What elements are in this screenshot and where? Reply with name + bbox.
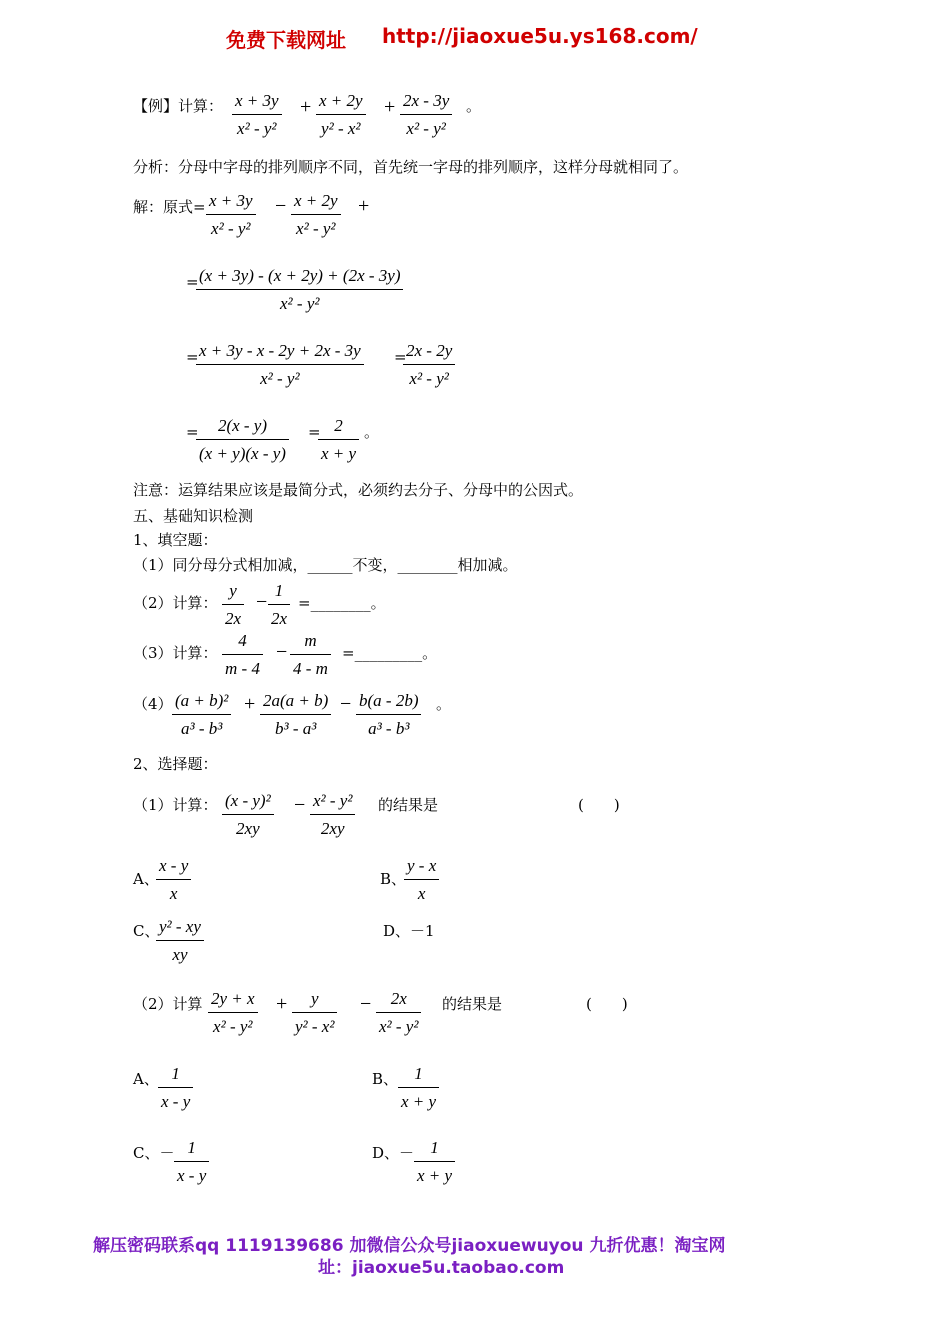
minus-sign: − — [294, 794, 306, 816]
example-fraction-1 — [232, 90, 282, 140]
denominator: x + y — [417, 1166, 453, 1185]
plus-sign: + — [300, 96, 312, 118]
q1-title: 1、填空题： — [133, 531, 218, 549]
numerator: x - y — [156, 855, 191, 880]
solution-step-3b — [403, 340, 455, 390]
option-c-label: C、－ — [133, 1144, 175, 1162]
numerator: y — [222, 580, 244, 605]
q2-item-1-fraction-1 — [222, 790, 274, 840]
numerator: x + 2y — [291, 190, 341, 215]
example-label: 【例】计算： — [133, 97, 224, 115]
q1-item-2-label: （2）计算： — [133, 594, 218, 612]
numerator: x + 3y — [232, 90, 282, 115]
minus-sign: − — [360, 993, 372, 1015]
q1-item-2-answer-blank: =________。 — [298, 594, 386, 612]
denominator: x — [169, 884, 178, 903]
numerator: x + 2y — [316, 90, 366, 115]
minus-sign: − — [256, 591, 268, 613]
option-c-label: C、 — [133, 922, 160, 940]
q2-item-2-fraction-2 — [292, 988, 337, 1038]
denominator: x — [417, 884, 426, 903]
solution-label: 解：原式= — [133, 198, 206, 216]
answer-bracket: ( ) — [586, 995, 628, 1013]
option-a-fraction — [156, 855, 191, 905]
denominator: x - y — [161, 1092, 191, 1111]
numerator: 1 — [414, 1137, 455, 1162]
denominator: a³ - b³ — [181, 719, 223, 738]
option-d-fraction — [414, 1137, 455, 1187]
q2-item-1-tail: 的结果是 — [378, 796, 439, 814]
numerator: b(a - 2b) — [356, 690, 421, 715]
denominator: x² - y² — [213, 1017, 253, 1036]
denominator: a³ - b³ — [368, 719, 410, 738]
option-b-fraction — [404, 855, 439, 905]
q2-item-1-label: （1）计算： — [133, 796, 218, 814]
numerator: y - x — [404, 855, 439, 880]
equals-sign: = — [186, 273, 199, 291]
numerator: y — [292, 988, 337, 1013]
denominator: y² - x² — [321, 119, 361, 138]
footer-line-1: 解压密码联系qq 1119139686 加微信公众号jiaoxuewuyou 九折优惠！淘宝网 — [93, 1236, 726, 1256]
q1-item-3-fraction-2 — [290, 630, 331, 680]
option-c-fraction — [174, 1137, 209, 1187]
numerator: x + 3y — [206, 190, 256, 215]
q1-item-4-label: （4） — [133, 695, 173, 713]
numerator: 2(x - y) — [196, 415, 289, 440]
numerator: (x + 3y) - (x + 2y) + (2x - 3y) — [196, 265, 403, 290]
denominator: 2xy — [236, 819, 260, 838]
denominator: 2x — [271, 609, 288, 628]
q1-item-4-fraction-2 — [260, 690, 331, 740]
numerator: 2a(a + b) — [260, 690, 331, 715]
q2-item-2-fraction-3 — [376, 988, 421, 1038]
solution-fraction-1b — [291, 190, 341, 240]
footer-line-2[interactable]: 址：jiaoxue5u.taobao.com — [318, 1258, 565, 1278]
denominator: 2xy — [320, 819, 345, 838]
numerator: 2 — [318, 415, 359, 440]
denominator: x - y — [177, 1166, 207, 1185]
minus-sign: − — [340, 693, 352, 715]
q2-title: 2、选择题： — [133, 755, 218, 773]
equals-sign: = — [308, 423, 321, 441]
option-b-label: B、 — [372, 1070, 399, 1088]
minus-sign: − — [275, 195, 287, 217]
option-a-label: A、 — [133, 870, 159, 888]
denominator: xy — [172, 945, 188, 964]
numerator: (x - y)² — [222, 790, 274, 815]
denominator: x² - y² — [211, 219, 251, 238]
q1-item-2-fraction-2 — [268, 580, 290, 630]
denominator: x² - y² — [237, 119, 277, 138]
denominator: x² - y² — [280, 294, 320, 313]
numerator: 1 — [158, 1063, 193, 1088]
plus-sign: + — [384, 96, 396, 118]
equals-sign: = — [186, 423, 199, 441]
equals-sign: = — [394, 348, 407, 366]
analysis-text: 分析：分母中字母的排列顺序不同，首先统一字母的排列顺序，这样分母就相同了。 — [133, 158, 689, 176]
option-c-fraction — [156, 916, 204, 966]
example-end: 。 — [466, 97, 482, 115]
denominator: x + y — [321, 444, 357, 463]
example-fraction-2 — [316, 90, 366, 140]
numerator: (a + b)² — [172, 690, 231, 715]
denominator: x² - y² — [296, 219, 336, 238]
q1-item-1: （1）同分母分式相加减，______不变，________相加减。 — [133, 556, 518, 574]
solution-step-4a — [196, 415, 289, 465]
header-title: 免费下载网址 — [226, 28, 346, 52]
numerator: 2x — [376, 988, 421, 1013]
denominator: 4 - m — [293, 659, 328, 678]
option-d-label: D、－1 — [383, 922, 435, 940]
q2-item-2-fraction-1 — [208, 988, 258, 1038]
section-heading: 五、基础知识检测 — [133, 507, 254, 525]
numerator: 2x - 3y — [400, 90, 452, 115]
numerator: x + 3y - x - 2y + 2x - 3y — [196, 340, 364, 365]
plus-sign: + — [244, 693, 256, 715]
solution-fraction-1a — [206, 190, 256, 240]
option-b-label: B、 — [380, 870, 407, 888]
solution-step-2 — [196, 265, 403, 315]
q2-item-2-tail: 的结果是 — [442, 995, 503, 1013]
minus-sign: − — [276, 641, 288, 663]
denominator: x² - y² — [406, 119, 446, 138]
option-b-fraction — [398, 1063, 439, 1113]
denominator: 2x — [225, 609, 242, 628]
example-fraction-3 — [400, 90, 452, 140]
numerator: 1 — [398, 1063, 439, 1088]
q2-item-2-label: （2）计算 — [133, 995, 203, 1013]
q1-item-2-fraction-1 — [222, 580, 244, 630]
numerator: 1 — [268, 580, 290, 605]
numerator: 1 — [174, 1137, 209, 1162]
denominator: y² - x² — [295, 1017, 335, 1036]
option-d-label: D、－ — [372, 1144, 415, 1162]
solution-step-3a — [196, 340, 364, 390]
q1-item-4-fraction-3 — [356, 690, 421, 740]
numerator: y² - xy — [156, 916, 204, 941]
denominator: x + y — [401, 1092, 437, 1111]
q1-item-4-fraction-1 — [172, 690, 231, 740]
q1-item-3-answer-blank: =_________。 — [342, 644, 438, 662]
header-url[interactable]: http://jiaoxue5u.ys168.com/ — [382, 24, 698, 48]
solution-step-4b — [318, 415, 359, 465]
q1-item-3-label: （3）计算： — [133, 644, 218, 662]
q1-item-3-fraction-1 — [222, 630, 263, 680]
note-text: 注意：运算结果应该是最简分式，必须约去分子、分母中的公因式。 — [133, 481, 584, 499]
plus-sign: + — [276, 993, 288, 1015]
numerator: m — [290, 630, 331, 655]
numerator: 4 — [222, 630, 263, 655]
answer-bracket: ( ) — [578, 796, 620, 814]
denominator: x² - y² — [379, 1017, 419, 1036]
denominator: m - 4 — [225, 659, 260, 678]
denominator: b³ - a³ — [274, 719, 317, 738]
equals-sign: = — [186, 348, 199, 366]
numerator: x² - y² — [310, 790, 355, 815]
plus-sign: + — [358, 195, 370, 217]
numerator: 2y + x — [208, 988, 258, 1013]
option-a-label: A、 — [133, 1070, 159, 1088]
q2-item-1-fraction-2 — [310, 790, 355, 840]
q1-item-4-end: 。 — [436, 695, 452, 713]
denominator: x² - y² — [409, 369, 449, 388]
denominator: (x + y)(x - y) — [199, 444, 286, 463]
numerator: 2x - 2y — [403, 340, 455, 365]
denominator: x² - y² — [260, 369, 300, 388]
option-a-fraction — [158, 1063, 193, 1113]
period: 。 — [364, 423, 380, 441]
